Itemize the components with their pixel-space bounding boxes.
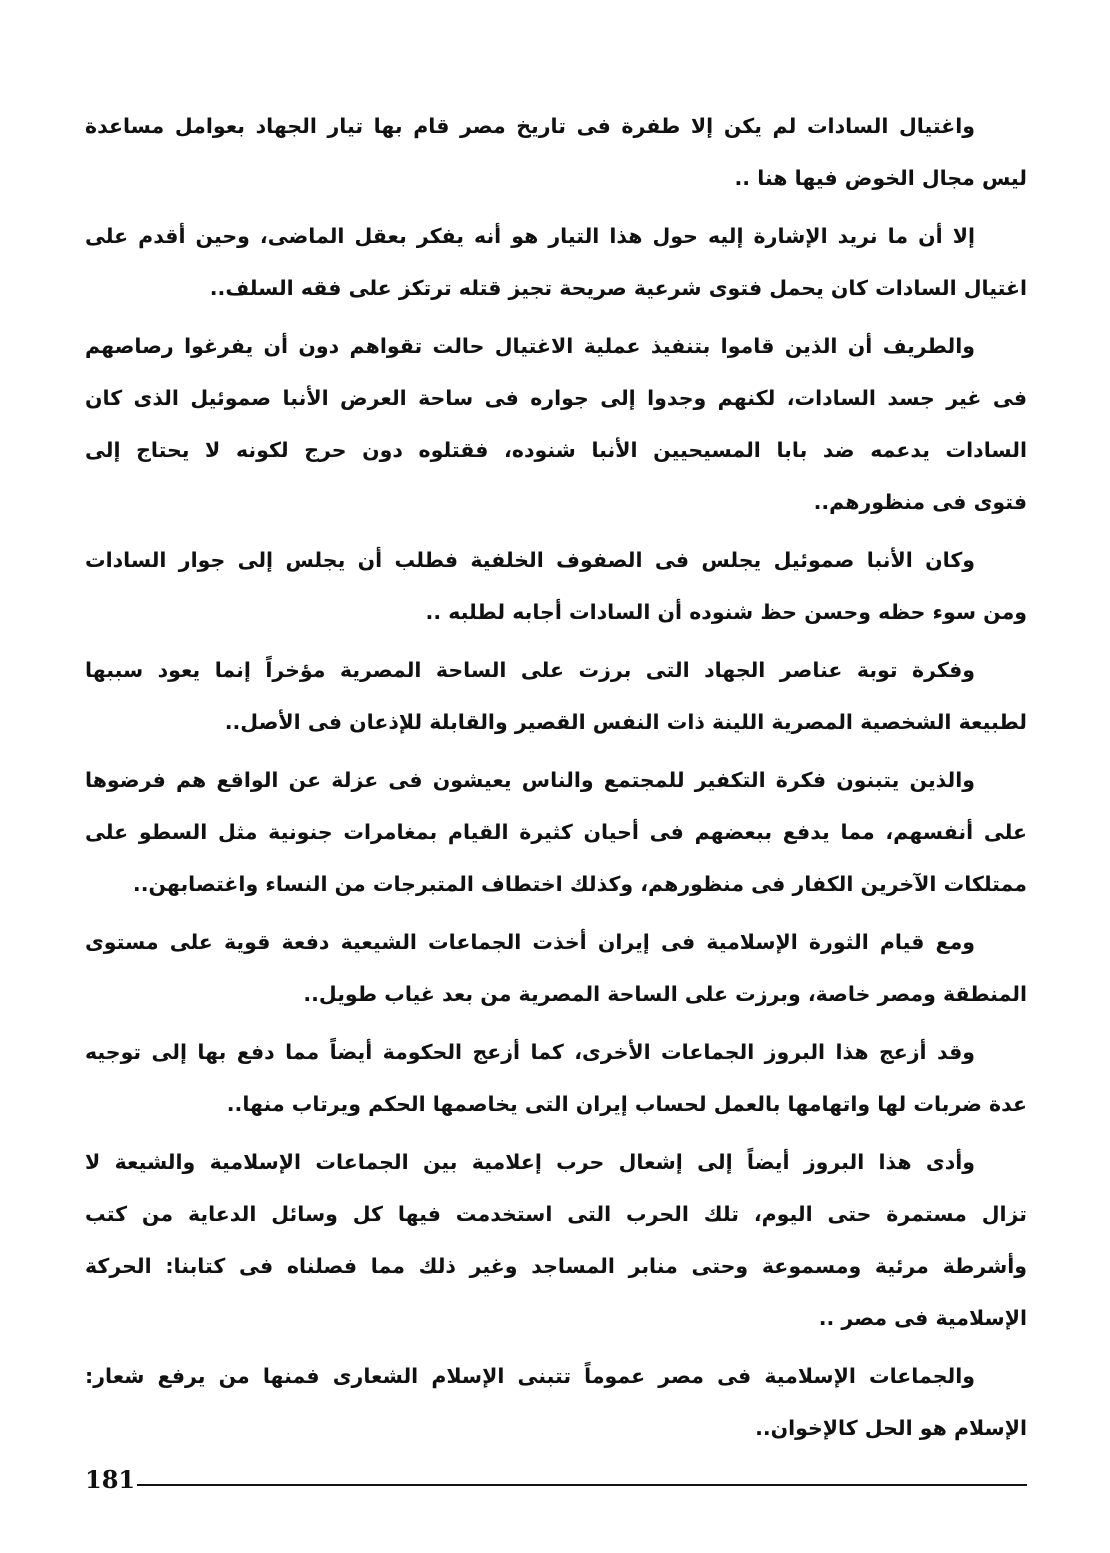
- slogan-bold: الإسلام هو الحل كالإخوان..: [755, 1416, 1027, 1440]
- paragraph: [85, 537, 1027, 641]
- text-line: عدة ضربات لها واتهامها بالعمل لحساب إيران التى يخاصمها الحكم ويرتاب منها..: [226, 1092, 1027, 1116]
- text-line: اغتيال السادات كان يحمل فتوى شرعية صريحة تجيز قتله ترتكز على فقه السلف..: [209, 276, 1027, 300]
- paragraph: [85, 1139, 1027, 1347]
- text-line: على أنفسهم، مما يدفع ببعضهم فى أحيان كثيرة القيام بمغامرات جنونية مثل السطو على: [85, 820, 1027, 844]
- paragraph: [85, 213, 1027, 317]
- text-line: والجماعات الإسلامية فى مصر عموماً تتبنى الإسلام الشعارى فمنها من يرفع شعار:: [85, 1364, 975, 1388]
- book-title-bold: الإسلامية فى مصر ..: [818, 1306, 1027, 1330]
- text-line: إلا أن ما نريد الإشارة إليه حول هذا التيار هو أنه يفكر بعقل الماضى، وحين أقدم على: [85, 224, 975, 248]
- page-number: 181: [85, 1465, 136, 1494]
- text-line: تزال مستمرة حتى اليوم، تلك الحرب التى استخدمت فيها كل وسائل الدعاية من كتب: [85, 1202, 1027, 1226]
- text-line: وأدى هذا البروز أيضاً إلى إشعال حرب إعلامية بين الجماعات الإسلامية والشيعة لا: [85, 1150, 975, 1174]
- paragraph: [85, 103, 1027, 207]
- paragraph: [85, 919, 1027, 1023]
- text-line: لطبيعة الشخصية المصرية اللينة ذات النفس القصير والقابلة للإذعان فى الأصل..: [224, 710, 1027, 734]
- paragraph: [85, 323, 1027, 531]
- text-line: السادات يدعمه ضد بابا المسيحيين الأنبا شنوده، فقتلوه دون حرج لكونه لا يحتاج إلى: [85, 438, 1027, 462]
- paragraph: [85, 647, 1027, 751]
- footer-rule: [137, 1484, 1027, 1486]
- text-line: فى غير جسد السادات، لكنهم وجدوا إلى جواره فى ساحة العرض الأنبا صموئيل الذى كان: [85, 386, 1027, 410]
- book-title-bold: الحركة: [85, 1254, 152, 1278]
- text-line: وكان الأنبا صموئيل يجلس فى الصفوف الخلفية فطلب أن يجلس إلى جوار السادات: [85, 548, 975, 572]
- page-footer: [85, 1465, 1027, 1495]
- text-line: ممتلكات الآخرين الكفار فى منظورهم، وكذلك اختطاف المتبرجات من النساء واغتصابهن..: [132, 872, 1027, 896]
- text-line: والطريف أن الذين قاموا بتنفيذ عملية الاغتيال حالت تقواهم دون أن يفرغوا رصاصهم: [85, 334, 975, 358]
- text-line: وفكرة توبة عناصر الجهاد التى برزت على الساحة المصرية مؤخراً إنما يعود سببها: [85, 658, 975, 682]
- text-line: المنطقة ومصر خاصة، وبرزت على الساحة المصرية من بعد غياب طويل..: [303, 982, 1027, 1006]
- text-line: واغتيال السادات لم يكن إلا طفرة فى تاريخ مصر قام بها تيار الجهاد بعوامل مساعدة: [85, 114, 975, 138]
- text-line: وقد أزعج هذا البروز الجماعات الأخرى، كما أزعج الحكومة أيضاً مما دفع بها إلى توجيه: [85, 1040, 975, 1064]
- paragraph: [85, 757, 1027, 913]
- text-segment: وأشرطة مرئية ومسموعة وحتى منابر المساجد وغير ذلك مما فصلناه فى كتابنا:: [165, 1254, 1028, 1278]
- paragraph: [85, 1353, 1027, 1457]
- page-body: [85, 103, 1027, 1463]
- text-line: فتوى فى منظورهم..: [813, 490, 1027, 514]
- text-line: ومع قيام الثورة الإسلامية فى إيران أخذت الجماعات الشيعية دفعة قوية على مستوى: [85, 930, 975, 954]
- paragraph: [85, 1029, 1027, 1133]
- text-line: ومن سوء حظه وحسن حظ شنوده أن السادات أجابه لطلبه ..: [425, 600, 1027, 624]
- text-line: [85, 1243, 1027, 1295]
- text-line: والذين يتبنون فكرة التكفير للمجتمع والناس يعيشون فى عزلة عن الواقع هم فرضوها: [85, 768, 975, 792]
- text-line: ليس مجال الخوض فيها هنا ..: [734, 166, 1027, 190]
